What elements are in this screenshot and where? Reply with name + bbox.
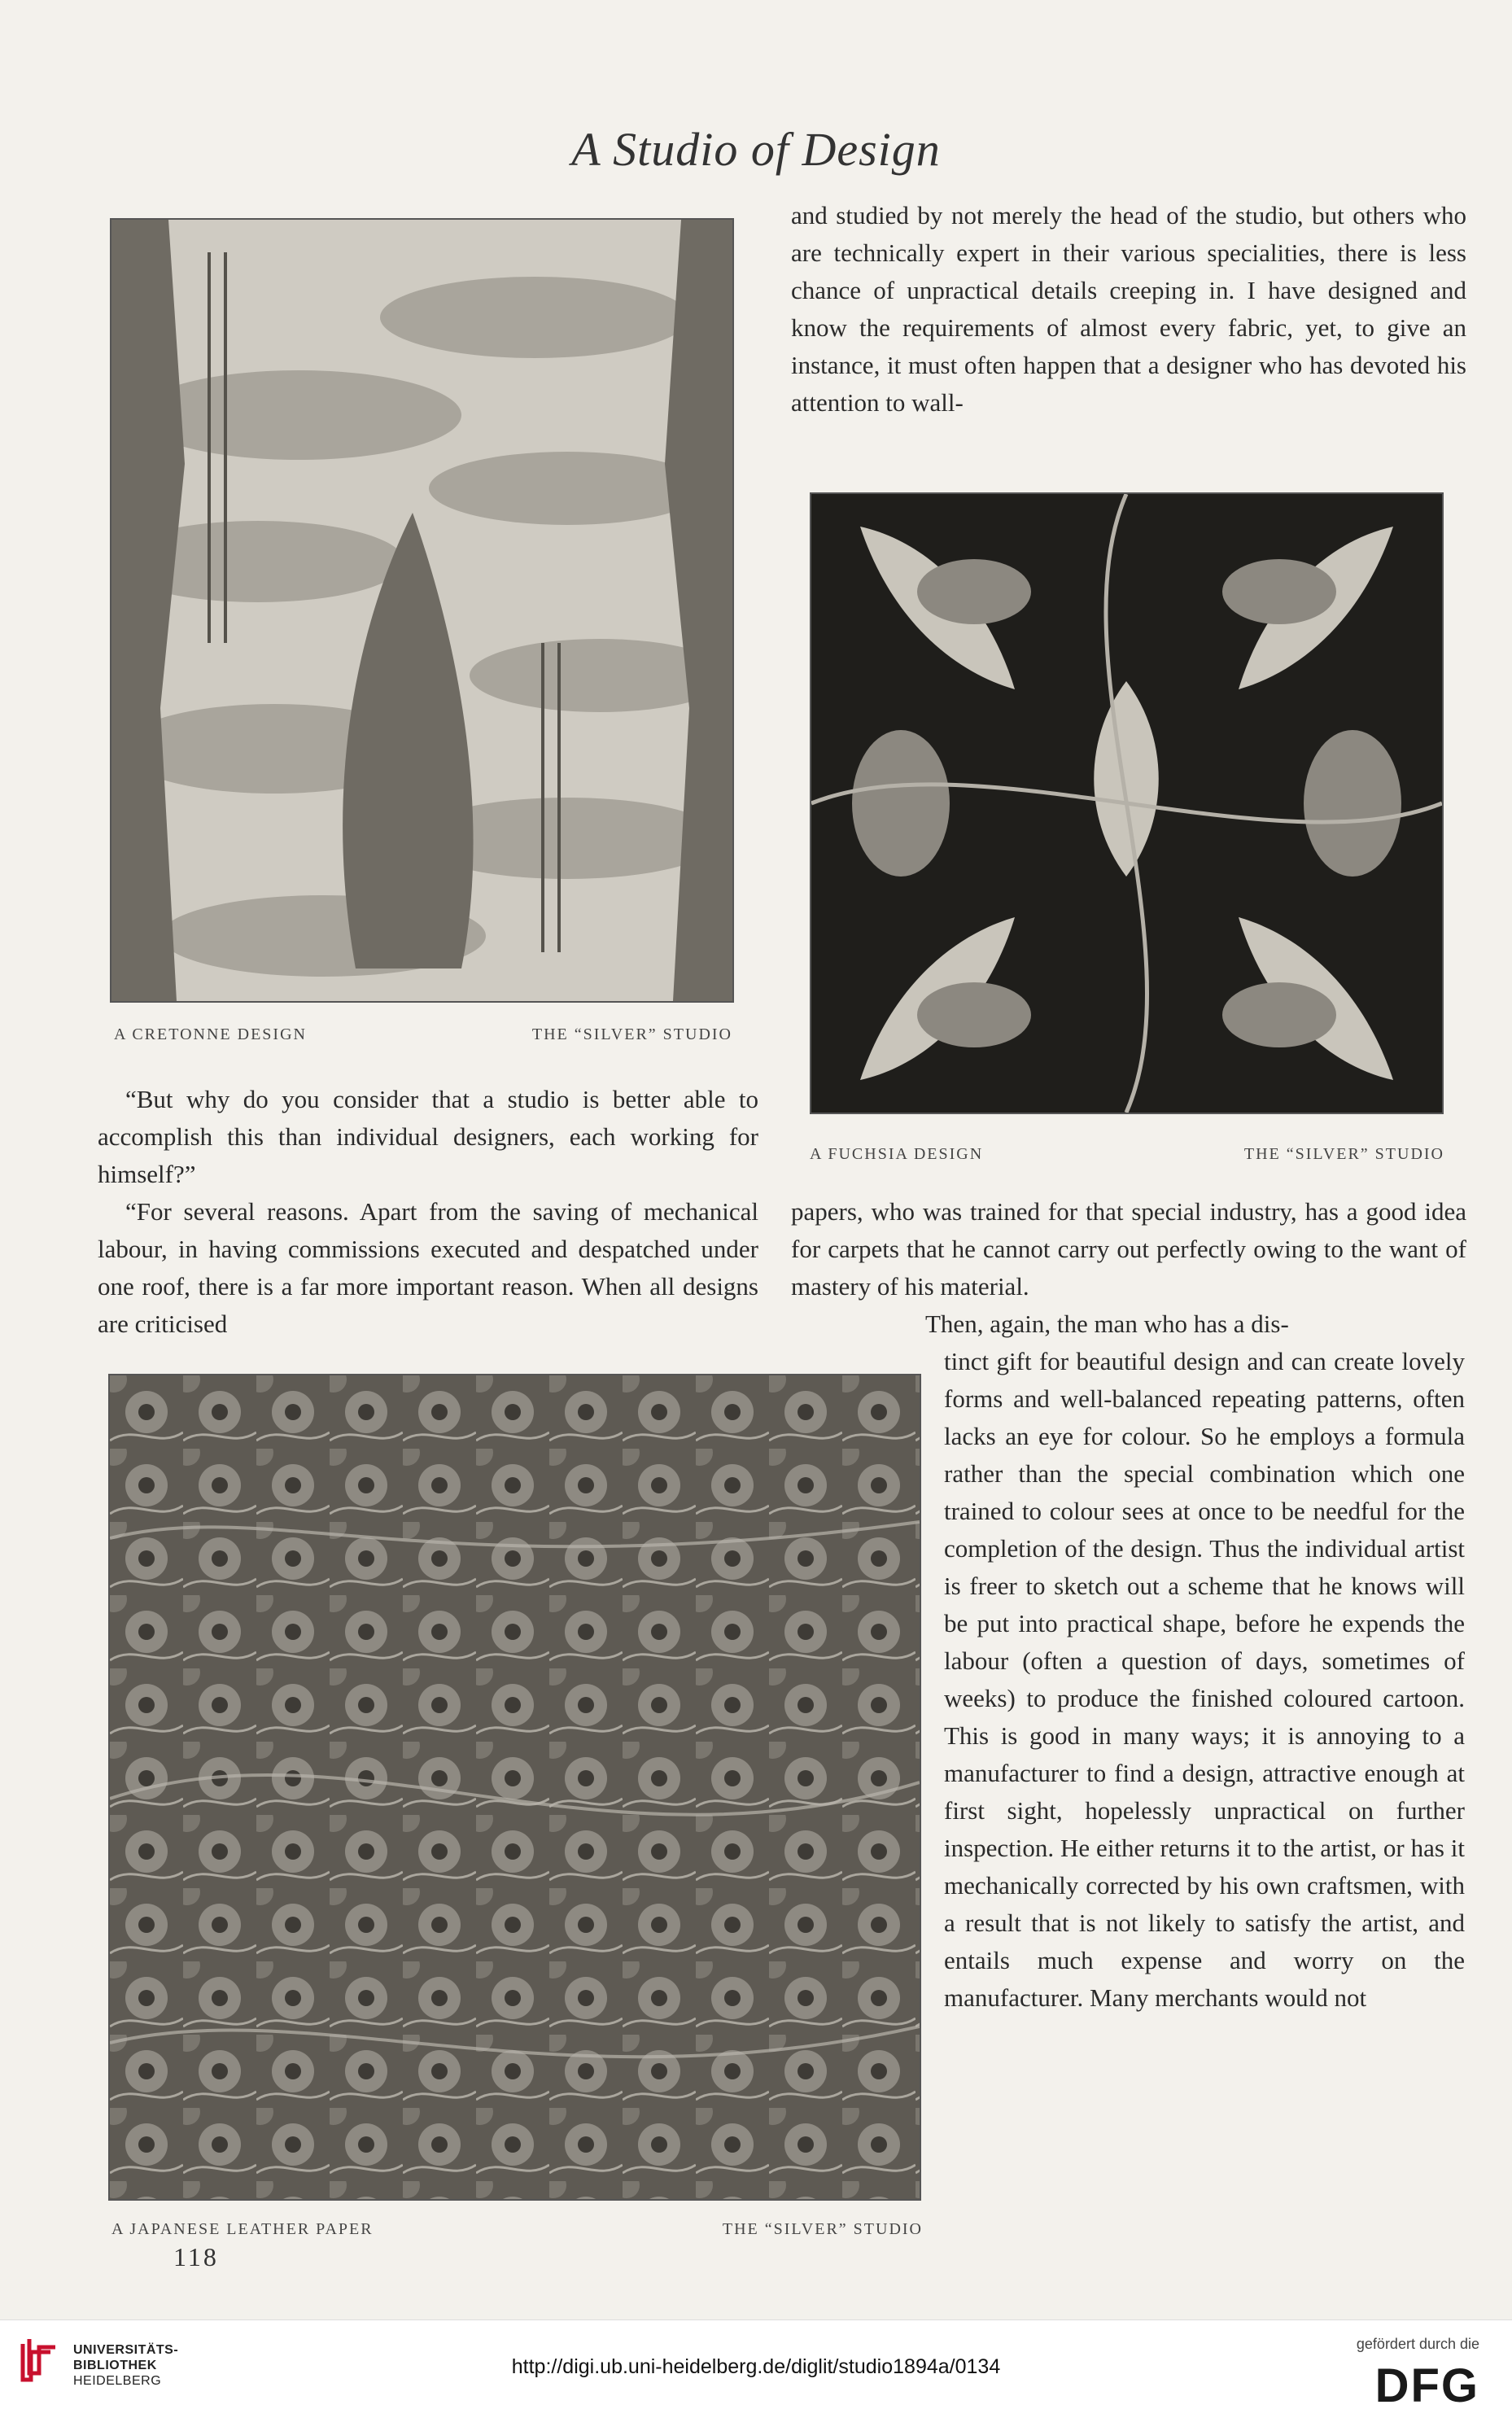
cretonne-pattern-graphic bbox=[111, 220, 732, 1001]
fuchsia-caption bbox=[810, 1145, 1444, 1168]
right-column-text-middle bbox=[791, 1193, 1466, 1305]
library-name-line2: BIBLIOTHEK bbox=[73, 2359, 157, 2372]
leather-caption-title: A JAPANESE LEATHER PAPER bbox=[111, 2220, 374, 2238]
running-head: A Studio of Design bbox=[571, 123, 941, 176]
left-column-text bbox=[98, 1081, 758, 1343]
library-name-line1: UNIVERSITÄTS- bbox=[73, 2343, 179, 2357]
permalink-url[interactable]: http://digi.ub.uni-heidelberg.de/diglit/studio1894a/0134 bbox=[511, 2355, 1001, 2378]
paragraph: and studied by not merely the head of the studio, but others who are technically expert in their various specialities, there is less chance of unpractical details creeping in. I have designed and know the requirements of almost every fabric, yet, to give an instance, it must often happen that a designer who has devoted his attention to wall- bbox=[791, 201, 1466, 417]
fuchsia-caption-title: A FUCHSIA DESIGN bbox=[810, 1145, 984, 1163]
cretonne-design-image bbox=[110, 218, 734, 1003]
leather-pattern-graphic bbox=[110, 1375, 920, 2199]
page-number: 118 bbox=[173, 2242, 219, 2271]
japanese-leather-paper-image bbox=[108, 1374, 921, 2201]
cretonne-caption-title: A CRETONNE DESIGN bbox=[114, 1025, 307, 1043]
right-column-text-narrow bbox=[944, 1343, 1465, 2017]
leather-caption-credit: THE “SILVER” STUDIO bbox=[722, 2220, 923, 2238]
paragraph: “For several reasons. Apart from the saving of mechanical labour, in having commissions executed and despatched under one roof, there is a far more important reason. When all designs are criticised bbox=[98, 1197, 758, 1338]
fuchsia-pattern-graphic bbox=[811, 494, 1442, 1113]
dfg-logo: DFG bbox=[1374, 2359, 1479, 2412]
funding-note: gefördert durch die bbox=[1356, 2336, 1479, 2352]
paragraph: papers, who was trained for that special industry, has a good idea for carpets that he cannot carry out perfectly owing to the want of mastery of his material. bbox=[791, 1197, 1466, 1301]
cretonne-caption bbox=[114, 1025, 732, 1048]
library-name-line3: HEIDELBERG bbox=[73, 2374, 162, 2388]
fuchsia-design-image bbox=[810, 492, 1444, 1114]
paragraph: Then, again, the man who has a dis- bbox=[925, 1310, 1289, 1338]
fuchsia-caption-credit: THE “SILVER” STUDIO bbox=[1243, 1145, 1444, 1163]
leather-caption bbox=[111, 2220, 923, 2243]
right-column-text-top bbox=[791, 197, 1466, 422]
paragraph: “But why do you consider that a studio is better able to accomplish this than individual designers, each working for himself?” bbox=[98, 1085, 758, 1188]
right-column-text-then bbox=[925, 1305, 1466, 1343]
cretonne-caption-credit: THE “SILVER” STUDIO bbox=[531, 1025, 732, 1043]
paragraph: tinct gift for beautiful design and can create lovely forms and well-balanced repeating patterns, often lacks an eye for colour. So he employs a formula rather than the special combination which one trained to colour sees at once to be needful for the completion of the design. Thus the individual artist is freer to sketch out a scheme that he knows will be put into practical shape, before he expends the labour (often a question of days, sometimes of weeks) to produce the finished coloured cartoon. This is good in many ways; it is annoying to a manufacturer to find a design, attractive enough at first sight, hopelessly unpractical on further inspection. He either returns it to the artist, or has it mechanically corrected by his own craftsmen, with a result that is not likely to satisfy the artist, and entails much expense and worry on the manufacturer. Many merchants would not bbox=[944, 1347, 1465, 2012]
